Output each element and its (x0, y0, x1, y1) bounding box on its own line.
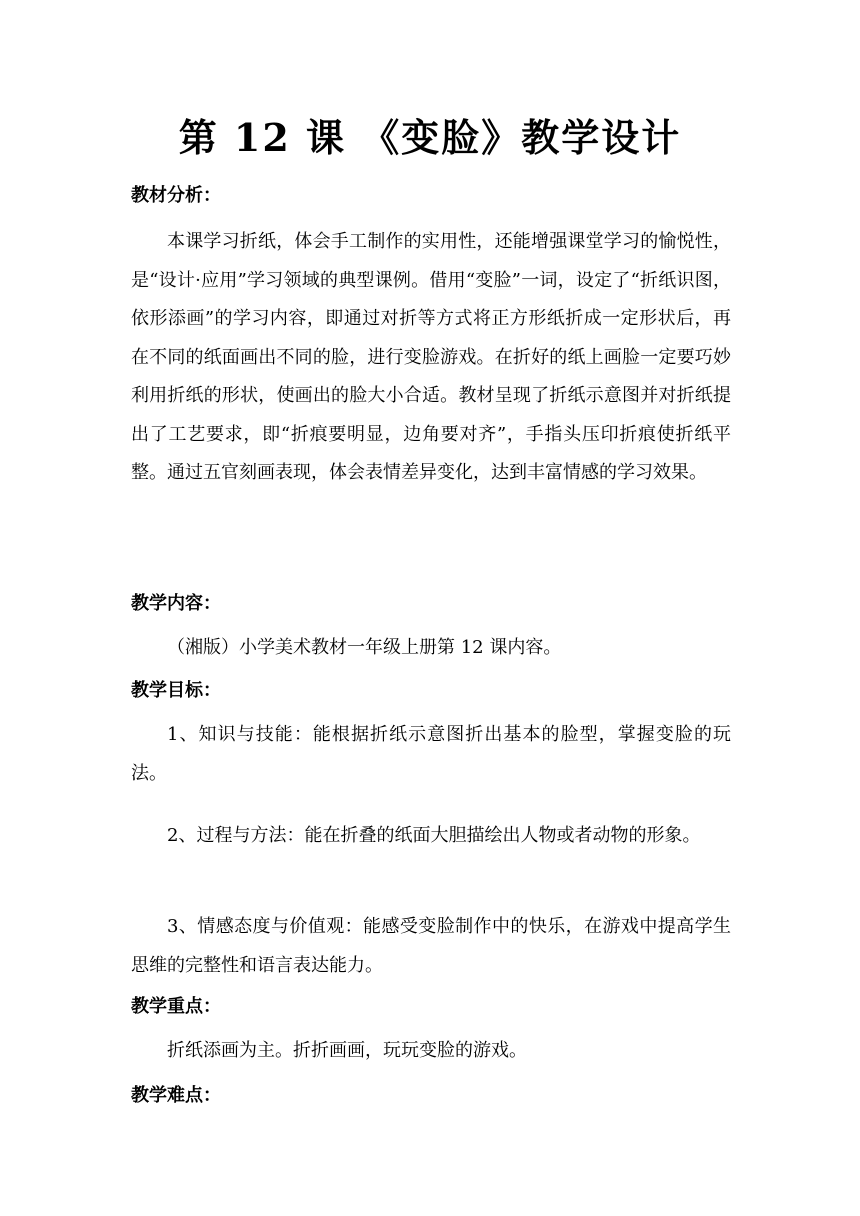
goal-item-2: 2、过程与方法：能在折叠的纸面大胆描绘出人物或者动物的形象。 (167, 825, 701, 846)
heading-goals: 教学目标： (131, 680, 221, 701)
goal-item-3: 3、情感态度与价值观：能感受变脸制作中的快乐，在游戏中提高学生思维的完整性和语言表达能力。 (131, 916, 731, 976)
heading-difficulties: 教学难点： (131, 1085, 221, 1106)
document-title: 第 12 课 《变脸》教学设计 (178, 115, 682, 160)
heading-analysis: 教材分析： (131, 185, 221, 206)
heading-key-points: 教学重点： (131, 996, 221, 1017)
goal-item-1: 1、知识与技能：能根据折纸示意图折出基本的脸型，掌握变脸的玩法。 (131, 724, 731, 784)
paragraph-analysis: 本课学习折纸，体会手工制作的实用性，还能增强课堂学习的愉悦性，是“设计·应用”学习领域的典型课例。借用“变脸”一词，设定了“折纸识图，依形添画”的学习内容，即通过对折等方式将正方形纸折成一定形状后，再在不同的纸面画出不同的脸，进行变脸游戏。在折好的纸上画脸一定要巧妙利用折纸的形状，使画出的脸大小合适。教材呈现了折纸示意图并对折纸提出了工艺要求，即“折痕要明显，边角要对齐”，手指头压印折痕使折纸平整。通过五官刻画表现，体会表情差异变化，达到丰富情感的学习效果。 (131, 231, 731, 483)
paragraph-key-points: 折纸添画为主。折折画画，玩玩变脸的游戏。 (167, 1040, 527, 1061)
heading-content: 教学内容： (131, 593, 221, 614)
paragraph-content: （湘版）小学美术教材一年级上册第 12 课内容。 (167, 637, 562, 658)
